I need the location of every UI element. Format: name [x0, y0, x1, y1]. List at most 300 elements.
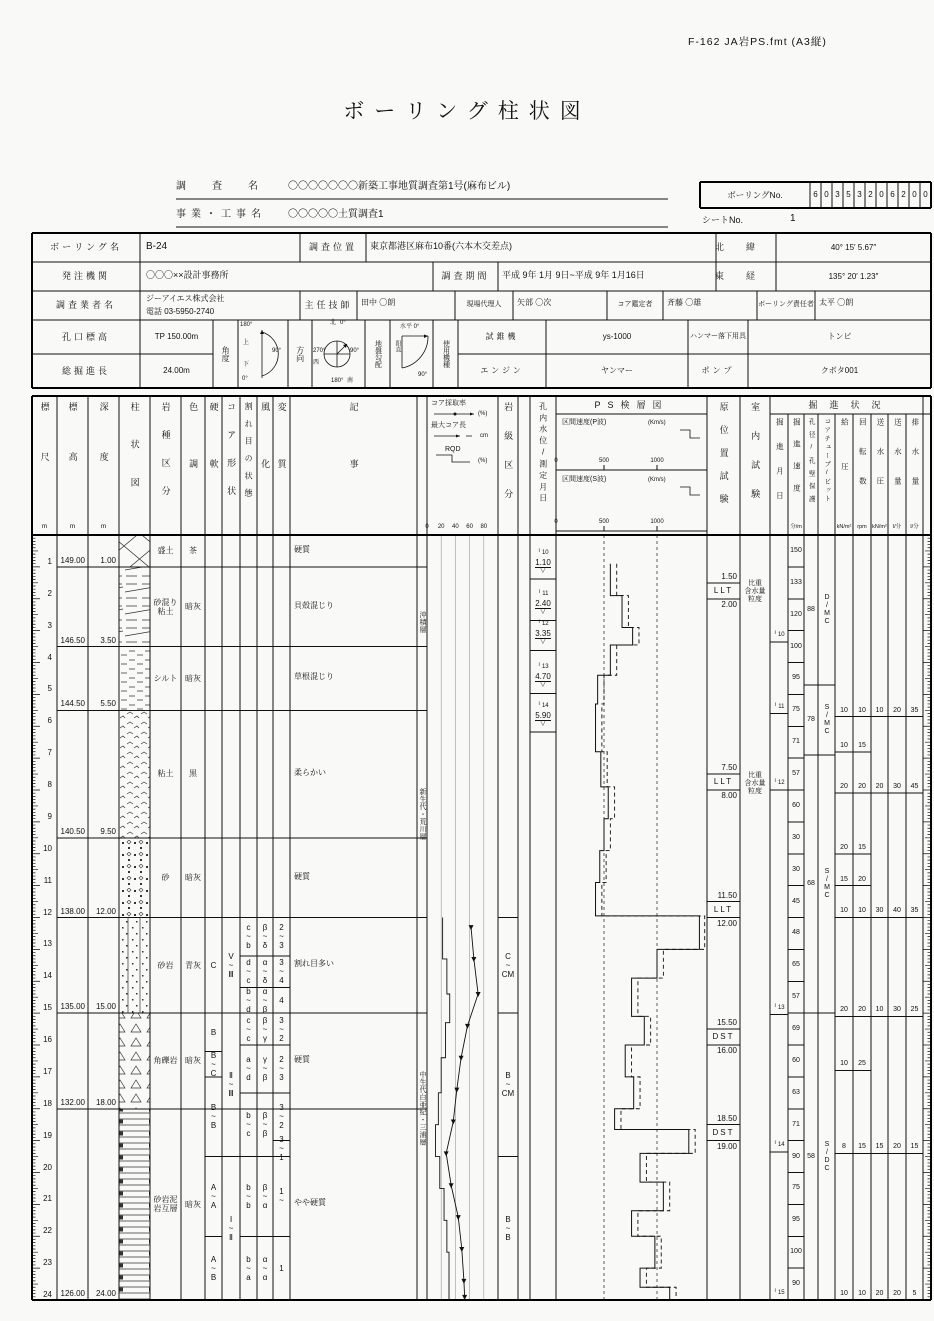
insitu-to-depth: 19.00 [716, 1141, 737, 1151]
flow-value: 15 [858, 843, 866, 851]
flow-value: 35 [910, 907, 919, 915]
column-header-label: 風化 [260, 402, 271, 516]
alteration-cell-line: 1 [279, 1187, 284, 1197]
hardness-cell-line: B [210, 1121, 217, 1131]
elevation-value: 132.00 [60, 1097, 85, 1107]
weathering-cell-line: β [262, 1073, 268, 1083]
drill-speed-value: 69 [792, 1025, 800, 1033]
crack-state-cell-line: ~ [246, 1120, 251, 1130]
stratum-color: 黒 [189, 769, 197, 779]
insitu-from-depth: 15.50 [716, 1018, 737, 1028]
crack-state-cell-line: ~ [246, 1263, 251, 1273]
column-header-label: 標高 [67, 402, 78, 502]
weathering-cell-line: α [262, 1272, 268, 1282]
stratum-note: 柔らかい [294, 768, 326, 778]
core-tube-bit-value [818, 685, 835, 755]
depth-scale-number: 4 [47, 652, 52, 662]
weathering-cell [257, 1045, 273, 1093]
elevation-value: 126.00 [60, 1289, 85, 1298]
crack-state-cell [240, 1013, 257, 1045]
drill-speed-value: 60 [792, 801, 800, 809]
crack-state-cell-line: c [246, 1033, 251, 1043]
drill-date-day: ╵ 10 [773, 632, 784, 639]
stratum-name: 砂 [161, 873, 170, 883]
flow-value: 30 [893, 1006, 901, 1014]
angle-label: 角度 [221, 346, 231, 362]
hardness-cell-line: A [210, 1182, 217, 1192]
core-shape-cell-line: Ⅰ [229, 1214, 233, 1224]
contractor-label: 調査業者名 [55, 300, 116, 311]
angle-90-label: 90° [272, 348, 282, 354]
drill-speed-value: 71 [792, 1120, 800, 1128]
drill-date-day: ╵ 12 [773, 780, 784, 787]
column-header-割れ目の状態 [240, 400, 257, 532]
grade-column-header [498, 400, 518, 532]
hammer-label: ハンマー落下用具 [690, 332, 746, 340]
elevation-value: 144.50 [60, 699, 85, 709]
slope-horizontal-label: 水平 0° [400, 324, 420, 330]
crack-state-cell-line: b [246, 1182, 251, 1192]
lab-test-item: 比重 [748, 771, 762, 779]
weathering-cell-line: β [262, 1129, 268, 1139]
weathering-cell [257, 988, 273, 1014]
column-header-深度 [88, 400, 119, 532]
boring-no-digit: 2 [901, 190, 906, 200]
crack-state-cell [240, 1157, 257, 1237]
flow-value: 20 [840, 783, 848, 791]
column-header-unit: m [69, 522, 76, 530]
depth-scale-number: 7 [47, 748, 52, 758]
depth-scale-number: 19 [43, 1130, 52, 1140]
compass-270-label: 270° [313, 348, 326, 354]
alteration-cell-line: ~ [279, 1064, 284, 1074]
crack-state-cell-line: c [246, 976, 251, 986]
core-tube-bit-text: D/MC [823, 593, 831, 626]
water-level-day: ╵ 11 [538, 590, 549, 599]
alteration-cell [273, 1236, 290, 1300]
column-header-label: コア形状 [226, 402, 237, 514]
drill-column-header-unit: kN/m² [836, 523, 852, 530]
column-header-label: 割れ目の状態 [244, 402, 254, 506]
stratum-color: 暗灰 [185, 1056, 201, 1066]
alteration-cell-line: 4 [279, 995, 284, 1005]
era-label: 新生代・荒川層 [419, 787, 427, 841]
column-header-label: 柱状図 [129, 402, 140, 515]
period-value: 平成 9年 1月 9日~平成 9年 1月16日 [502, 270, 645, 280]
column-header-label: 記事 [348, 402, 359, 516]
hole-diameter-value: 78 [807, 715, 815, 723]
ps-p-unit: (Km/s) [648, 420, 666, 426]
hardness-cell-line: B [210, 1272, 217, 1282]
depth-value: 3.50 [100, 635, 116, 645]
stratum-name: 砂岩 [157, 960, 174, 970]
alteration-cell-line: ~ [279, 1144, 284, 1154]
drill-speed-value: 57 [792, 993, 800, 1001]
core-shape-cell-line: Ⅱ [229, 1071, 233, 1081]
elevation-value: 135.00 [60, 1002, 85, 1012]
drill-column-header-1 [788, 416, 804, 532]
alteration-cell-line: 2 [279, 1121, 284, 1131]
depth-value: 1.00 [100, 555, 116, 565]
legend-rqd-unit: (%) [478, 458, 488, 464]
north-label: 北緯 [715, 242, 778, 253]
crack-state-cell-line: ~ [246, 1024, 251, 1034]
weathering-cell-line: ~ [262, 932, 268, 942]
boring-no-digit: 0 [879, 190, 884, 200]
stratum-note: 貝殻混じり [294, 600, 334, 610]
alteration-cell [273, 988, 290, 1014]
ps-s-label: 区間速度(S波) [562, 476, 607, 483]
sheet-no-label: シートNo. [702, 215, 744, 225]
alteration-cell-line: 3 [279, 958, 284, 968]
depth-scale-number: 23 [43, 1258, 52, 1268]
stratum-name: 角礫岩 [153, 1056, 178, 1066]
rock-grade-cell-line: ~ [505, 1223, 511, 1233]
boring-no-digit: 0 [824, 190, 829, 200]
drill-date-marker [770, 778, 788, 789]
era-label: 沖積層 [419, 611, 427, 634]
lab-column-header [740, 400, 770, 532]
hardness-cell [205, 1157, 222, 1237]
insitu-from-depth: 18.50 [716, 1113, 737, 1123]
drill-column-header-unit: l/分 [892, 523, 902, 530]
column-header-色調 [181, 400, 205, 532]
weathering-cell-line: ~ [262, 1064, 268, 1074]
alteration-cell [273, 918, 290, 956]
elevation-value: TP 150.00m [154, 332, 199, 342]
rock-grade-cell-line: B [505, 1232, 511, 1242]
project-name-value: 〇〇〇〇〇土質調査1 [288, 209, 384, 220]
flow-value: 15 [858, 1143, 866, 1151]
depth-value: 24.00 [95, 1289, 116, 1298]
contractor-tel: 電話 03-5950-2740 [146, 307, 215, 316]
hole-diameter-value: 58 [807, 1152, 815, 1160]
drill-date-marker [770, 1140, 788, 1151]
water-level-value: 3.35 [535, 629, 551, 639]
depth-scale-number: 5 [47, 684, 52, 694]
stratum-note: 草根混じり [294, 672, 334, 682]
column-header-風化 [257, 400, 273, 532]
slope-label: 地盤勾配 [374, 340, 382, 368]
hardness-cell-line: B [210, 1103, 217, 1113]
water-level-entry [530, 699, 556, 729]
drill-date-marker [770, 702, 788, 713]
drill-column-header-2 [804, 416, 818, 532]
drill-speed-value: 100 [790, 642, 802, 650]
water-column-header-label: 孔内水位/測定月日 [538, 402, 548, 505]
period-label: 調査期間 [441, 271, 490, 282]
flow-value: 10 [858, 706, 866, 714]
hardness-cell-line: B [210, 1027, 217, 1037]
column-header-岩種区分 [150, 400, 181, 532]
slope-90-label: 90° [418, 372, 428, 378]
stratum-color: 茶 [189, 546, 197, 556]
depth-scale-number: 21 [43, 1194, 52, 1204]
core-shape-cell-line: Ⅲ [228, 969, 234, 979]
drill-speed-value: 71 [792, 738, 800, 746]
weathering-cell [257, 1093, 273, 1157]
drill-column-header-0 [770, 416, 788, 532]
location-label: 調査位置 [308, 242, 357, 253]
compass-west-char: 西 [313, 360, 320, 366]
stratum-note: 硬質 [294, 1054, 310, 1064]
era-label: 中生代白亜紀・三浦層 [419, 1071, 427, 1147]
drill-speed-value: 120 [790, 610, 802, 618]
drill-column-header-unit: rpm [857, 523, 867, 530]
alteration-cell-line: 1 [279, 1153, 284, 1163]
flow-value: 20 [875, 1289, 884, 1297]
core-shape-cell-line: V [228, 951, 234, 961]
flow-value: 10 [858, 907, 866, 915]
stratum-note: 硬質 [294, 544, 310, 554]
core-shape-cell [222, 1013, 240, 1156]
column-header-unit: m [41, 522, 48, 530]
water-column-header [530, 400, 556, 532]
legend-axis-tick: 20 [437, 523, 445, 530]
water-level-icon: ▽ [540, 638, 546, 646]
core-checker-value: 斉藤 〇雄 [667, 298, 702, 307]
legend-rqd-label: RQD [445, 446, 461, 453]
weathering-cell [257, 956, 273, 988]
boring-no-digit: 3 [857, 190, 862, 200]
insitu-from-depth: 1.50 [721, 571, 737, 581]
stratum-color: 暗灰 [185, 602, 201, 612]
hardness-cell-line: ~ [211, 1112, 216, 1122]
depth-scale-number: 16 [43, 1035, 52, 1044]
legend-max-core-unit: cm [480, 433, 488, 439]
weathering-cell-line: δ [262, 976, 268, 986]
drill-column-header-label: コアチューブ/ビット [823, 418, 831, 504]
flow-value: 15 [840, 875, 848, 883]
boring-no-digit: 5 [846, 190, 851, 200]
stratum-name: 粘土 [157, 769, 174, 779]
weathering-cell-line: β [262, 1182, 268, 1192]
insitu-test-name: LLT [713, 777, 734, 787]
alteration-cell-line: 2 [279, 1055, 284, 1065]
flow-value: 20 [893, 706, 901, 714]
crack-state-cell-line: d [246, 958, 251, 968]
hardness-cell-line: A [210, 1200, 217, 1210]
alteration-cell-line: 3 [279, 1015, 284, 1025]
weathering-cell [257, 1236, 273, 1300]
depth-scale-number: 6 [47, 716, 52, 726]
flow-value: 20 [858, 783, 866, 791]
crack-state-cell-line: c [246, 1015, 251, 1025]
weathering-cell-line: ~ [262, 1191, 268, 1201]
alteration-cell-line: ~ [279, 1024, 284, 1034]
flow-value: 20 [840, 1006, 848, 1014]
crack-state-cell-line: b [246, 1254, 251, 1264]
drill-date-marker [770, 630, 788, 641]
era-cell [417, 535, 427, 710]
depth-value: 15.00 [95, 1002, 116, 1012]
column-header-label: 色調 [188, 402, 199, 516]
survey-name-value: 〇〇〇〇〇〇〇新築工事地質調査第1号(麻布ビル) [288, 181, 511, 192]
angle-180-label: 180° [240, 322, 253, 328]
flow-value: 25 [858, 1060, 866, 1068]
drill-date-day: ╵ 14 [773, 1142, 784, 1149]
water-level-value: 1.10 [535, 557, 551, 567]
column-header-label: 硬軟 [208, 402, 219, 516]
legend-axis-tick: 0 [425, 523, 429, 530]
weathering-cell-line: ~ [262, 1263, 268, 1273]
drill-column-header-label: 排水量 [910, 418, 920, 507]
flow-value: 10 [840, 1289, 848, 1297]
flow-value: 10 [858, 1289, 866, 1297]
alteration-cell-line: 1 [279, 1263, 284, 1273]
weathering-cell-line: ~ [262, 995, 268, 1005]
east-label: 東経 [715, 271, 778, 282]
drill-column-header-5 [853, 416, 871, 532]
sheet-no-value: 1 [790, 213, 796, 224]
alteration-cell-line: ~ [279, 1196, 284, 1206]
flow-value: 10 [840, 907, 848, 915]
boring-no-digit: 3 [835, 190, 840, 200]
depth-scale-number: 10 [43, 843, 52, 853]
contractor-value: ジーアイエス株式会社 [146, 294, 225, 303]
crack-state-cell-line: a [246, 1055, 251, 1065]
drill-column-header-3 [818, 416, 835, 532]
column-header-柱状図 [119, 400, 150, 532]
flow-value: 10 [875, 706, 884, 714]
ps-s-axis-tick: 500 [598, 518, 609, 525]
boring-chief-value: 太平 〇朗 [819, 298, 854, 307]
hardness-cell-line: ~ [211, 1263, 216, 1273]
legend-axis-tick: 40 [452, 523, 459, 530]
site-agent-label: 現場代理人 [466, 301, 502, 309]
drill-date-marker [770, 1003, 788, 1014]
crack-state-cell-line: c [246, 923, 251, 933]
legend-axis-tick: 60 [466, 523, 473, 530]
north-value: 40° 15′ 5.67″ [830, 242, 877, 252]
client-label: 発注機関 [61, 271, 110, 282]
page-title: ボーリング柱状図 [343, 100, 591, 123]
insitu-from-depth: 11.50 [717, 890, 737, 900]
weathering-cell-line: ~ [262, 1024, 268, 1034]
elevation-value: 146.50 [60, 635, 85, 645]
drill-column-header-label: 孔径/孔壁保護 [807, 418, 815, 508]
insitu-column-header-label: 原位置試験 [718, 402, 729, 517]
drill-column-header-label: 送水圧 [875, 418, 885, 507]
compass-180-label: 180° [331, 378, 344, 384]
drill-speed-value: 30 [792, 865, 800, 873]
rock-grade-cell-line: ~ [505, 1080, 511, 1090]
flow-value: 20 [858, 875, 866, 883]
drill-column-header-7 [888, 416, 906, 532]
rock-grade-cell [498, 1013, 518, 1156]
rock-grade-cell-line: B [505, 1071, 511, 1081]
hardness-cell [205, 1013, 222, 1051]
crack-state-cell-line: ~ [246, 995, 251, 1005]
water-level-day: ╵ 12 [537, 620, 548, 629]
depth-scale-number: 24 [43, 1290, 52, 1299]
core-tube-bit-text: S/DC [823, 1140, 831, 1173]
alteration-cell-line: 3 [279, 1103, 284, 1113]
client-value: 〇〇〇××設計事務所 [146, 270, 229, 280]
core-tube-bit-text: S/MC [823, 868, 831, 901]
core-shape-cell-line: ~ [228, 1080, 234, 1090]
stratum-name: シルト [153, 673, 178, 683]
column-header-標高 [57, 400, 88, 532]
drill-speed-value: 57 [792, 770, 800, 778]
water-level-value: 4.70 [535, 672, 551, 682]
project-name-label: 事業・工事名 [176, 209, 266, 220]
column-header-label: 岩種区分 [160, 402, 171, 514]
crack-state-cell-line: b [246, 1200, 251, 1210]
column-header-unit: m [100, 522, 107, 530]
legend-max-core-label: 最大コア長 [431, 422, 466, 429]
compass-90-label: 90° [350, 348, 360, 354]
weathering-cell-line: β [262, 1015, 268, 1025]
rock-grade-cell-line: CM [501, 969, 515, 979]
era-cell [417, 710, 427, 917]
machine-label: 使用機種 [442, 340, 450, 368]
core-tube-bit-value [818, 1013, 835, 1300]
alteration-cell-line: 2 [279, 1033, 284, 1043]
weathering-cell [257, 1157, 273, 1237]
weathering-cell-line: α [262, 1200, 268, 1210]
weathering-cell-line: γ [263, 1055, 267, 1065]
drill-column-header-label: 掘進速度 [792, 418, 802, 506]
hammer-value: トンビ [827, 332, 852, 342]
column-header-label: 深度 [98, 402, 109, 502]
water-level-value: 2.40 [535, 599, 551, 608]
crack-state-cell-line: d [246, 1073, 251, 1083]
location-value: 東京都港区麻布10番(六本木交差点) [370, 241, 513, 251]
elevation-value: 140.50 [60, 826, 85, 836]
boring-name-label: ボーリング名 [50, 242, 122, 253]
crack-state-cell [240, 1045, 257, 1093]
depth-value: 9.50 [100, 826, 116, 836]
drill-speed-value: 65 [792, 961, 800, 969]
flow-value: 20 [875, 783, 884, 791]
core-shape-cell-line: Ⅱ [229, 1232, 233, 1242]
total-length-value: 24.00m [163, 366, 190, 376]
weathering-cell-line: α [262, 958, 268, 968]
alteration-cell-line: 4 [279, 976, 284, 986]
water-level-icon: ▽ [540, 566, 546, 574]
hardness-cell-line: A [210, 1254, 217, 1264]
flow-value: 35 [910, 706, 919, 714]
flow-value: 20 [893, 1143, 901, 1151]
stratum-note: 硬質 [294, 871, 310, 881]
flow-value: 20 [840, 843, 848, 851]
depth-scale-number: 1 [47, 556, 52, 566]
rock-grade-cell-line: B [505, 1214, 511, 1224]
drill-group-header: 掘進状況 [808, 399, 893, 410]
insitu-to-depth: 8.00 [721, 791, 737, 800]
depth-scale-number: 20 [43, 1162, 52, 1172]
crack-state-cell-line: a [246, 1272, 251, 1282]
insitu-test-name: DST [712, 1128, 735, 1138]
core-tube-bit-value [818, 535, 835, 685]
hole-diameter-value: 88 [807, 605, 815, 613]
crack-state-cell-line: ~ [246, 1191, 251, 1201]
water-level-entry [530, 588, 556, 618]
insitu-to-depth: 2.00 [721, 599, 737, 609]
weathering-cell-line: ~ [262, 967, 268, 977]
drill-machine-value: ys-1000 [602, 332, 632, 342]
drill-speed-value: 100 [790, 1248, 802, 1256]
hardness-cell-line: C [210, 960, 217, 970]
stratum-name: 盛土 [157, 546, 174, 556]
rock-grade-cell-line: CM [501, 1089, 515, 1099]
drill-speed-value: 75 [792, 706, 800, 714]
drill-speed-value: 90 [792, 1280, 800, 1288]
depth-scale-number: 15 [43, 1003, 52, 1013]
drill-date-day: ╵ 11 [774, 704, 785, 711]
rock-grade-cell [498, 1157, 518, 1300]
